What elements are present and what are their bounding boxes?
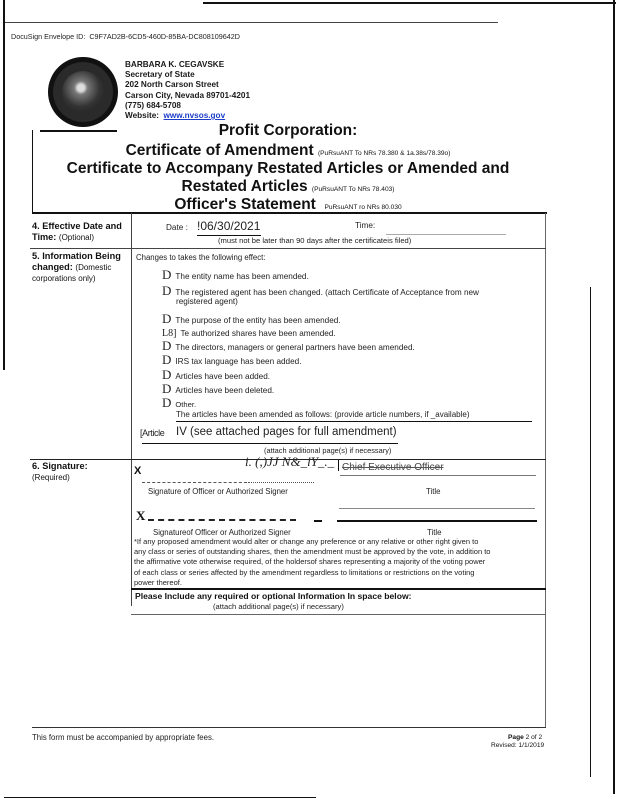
amendment-text-field[interactable]: IV (see attached pages for full amendment) <box>176 426 397 438</box>
checkbox-icon[interactable]: D <box>162 338 172 353</box>
right-inner-line <box>590 287 591 777</box>
right-border-line <box>613 0 615 794</box>
envelope-id <box>11 32 240 41</box>
signature-x-mark: X <box>134 465 142 477</box>
time-label: Time: <box>355 221 376 230</box>
table-bottom-border <box>32 727 546 728</box>
street-address: 202 North Carson Street <box>125 80 219 90</box>
second-border-line <box>4 22 498 23</box>
date-label: Date : <box>166 223 188 232</box>
checkbox-other[interactable]: D Other. <box>162 395 197 410</box>
nevada-seal-icon <box>48 57 118 127</box>
signature-x-mark-2: X <box>136 508 146 523</box>
row-divider-4-5 <box>30 248 546 249</box>
envelope-label: DocuSign Envelope ID: <box>11 32 86 41</box>
effective-time-field[interactable] <box>386 221 506 233</box>
bottom-border-line <box>4 797 316 798</box>
secretary-office: Secretary of State <box>125 70 195 80</box>
additional-info-textarea[interactable] <box>133 616 543 726</box>
title-field-marker <box>338 460 339 471</box>
revised-date: Revised: 1/1/2019 <box>491 742 545 749</box>
date-note: (must not be later than 90 days after the certificateis filed) <box>218 236 412 245</box>
table-column-divider <box>131 213 132 606</box>
amended-as-follows-label: The articles have been amended as follows: (provide article numbers, if _available) <box>176 410 470 419</box>
envelope-id-value: C9F7AD2B-6CD5-460D-85BA-DC808109642D <box>89 32 240 41</box>
checkbox-icon[interactable]: D <box>162 367 172 382</box>
checkbox-articles-added[interactable]: D Articles have been added. <box>162 367 271 382</box>
effective-date-field[interactable]: !06/30/2021 <box>197 219 261 233</box>
amended-label-underline <box>176 421 532 422</box>
officer-title-field[interactable]: Chief Executive Officer <box>342 462 444 473</box>
signature-caption-2: Signatureof Officer or Authorized Signer <box>153 528 291 537</box>
section5-label: 5. Information Being changed: (Domestic corporations only) <box>32 251 121 283</box>
second-signature-field[interactable] <box>148 519 296 521</box>
website-label: Website: <box>125 111 159 121</box>
checkbox-authorized-shares[interactable]: L8] Te authorized shares have been amended. <box>162 328 336 339</box>
checkbox-icon[interactable]: D <box>162 395 172 410</box>
checkbox-articles-deleted[interactable]: D Articles have been deleted. <box>162 381 275 396</box>
article-prefix: [Article <box>140 428 165 438</box>
title-caption-2: Title <box>427 528 442 537</box>
row-divider-7-content <box>131 614 546 615</box>
signature-dotted-line <box>248 482 314 483</box>
title-underline-1 <box>340 475 536 476</box>
additional-info-note: (attach additional page(s) if necessary) <box>213 602 344 611</box>
voting-footnote: *If any proposed amendment would alter or change any preference or any relative or other right given to any class or series of outstanding shares, then the amendment must be approved by the vote, in addition to the affirmative vote otherwise required, of the holdersof shares representing a majority of the voting power of each class or series affected by the amendment regardless to limitations or restrictions on the voting power thereof. <box>134 537 491 587</box>
second-title-field[interactable] <box>338 508 536 520</box>
checkbox-irs-language[interactable]: DIRS tax language has been added. <box>162 352 302 367</box>
secretary-name: BARBARA K. CEGAVSKE <box>125 60 225 69</box>
checkbox-icon[interactable]: D <box>162 267 172 282</box>
checkbox-icon[interactable]: D <box>162 352 172 367</box>
second-signature-tick <box>314 520 322 522</box>
statute-note: (PuRsuANT To NRs 78.380 & 1a.38s/78.39o) <box>317 150 451 157</box>
checkbox-icon[interactable]: D <box>162 311 172 326</box>
checkbox-directors[interactable]: D The directors, managers or general partners have been amended. <box>162 338 415 353</box>
phone-number: (775) 684-5708 <box>125 100 181 110</box>
title-restated-articles: Restated Articles (PuRsuANT To NRs 78.403) <box>181 178 395 195</box>
amendment-underline <box>142 443 398 444</box>
time-underline <box>386 234 506 235</box>
checked-checkbox-icon[interactable]: L8] <box>162 328 177 339</box>
secretary-address-block <box>125 60 250 121</box>
checkbox-entity-name[interactable]: D The entity name has been amended. <box>162 267 309 282</box>
signature-dashed-line <box>142 482 247 483</box>
section4-label: 4. Effective Date and Time: (Optional) <box>32 221 122 242</box>
table-right-border <box>545 213 546 728</box>
changes-intro: Changes to takes the following effect: <box>136 253 266 262</box>
statute-note: PuRsuANT ro NRs 80.030 <box>324 204 402 211</box>
additional-info-heading: Please Include any required or optional Information In space below: <box>135 591 412 601</box>
title-officers-statement: Officer's Statement PuRsuANT ro NRs 80.030 <box>174 196 402 213</box>
checkbox-icon[interactable]: D <box>162 381 172 396</box>
row-divider-6-7 <box>131 588 546 590</box>
section6-label: 6. Signature: (Required) <box>32 461 88 482</box>
title-profit-corporation: Profit Corporation: <box>218 122 358 139</box>
checkbox-icon[interactable]: D <box>162 283 172 298</box>
city-address: Carson City, Nevada 89701-4201 <box>125 90 251 100</box>
title-caption-1: Title <box>426 487 441 496</box>
officer-signature-field[interactable]: i. (,)JJ N&_lY_._ <box>245 454 335 469</box>
checkbox-registered-agent[interactable]: D The registered agent has been changed. (attach Certificate of Acceptance from new <box>162 283 479 298</box>
title-underline-2 <box>337 520 537 522</box>
checkbox-purpose[interactable]: D The purpose of the entity has been amended. <box>162 311 341 326</box>
attach-pages-note: (attach additional page(s) if necessary) <box>264 446 392 455</box>
signature-caption-1: Signature of Officer or Authorized Signer <box>148 487 288 496</box>
fees-notice: This form must be accompanied by appropriate fees. <box>32 733 215 742</box>
title-certificate-amendment: Certificate of Amendment (PuRsuANT To NRs 78.380 & 1a.38s/78.39o) <box>125 142 451 159</box>
top-border-line <box>203 2 616 4</box>
title-certificate-restated: Certificate to Accompany Restated Articles or Amended and <box>66 160 510 177</box>
page-number: Page 2 of 2 <box>508 734 543 741</box>
website-link[interactable]: www.nvsos.gov <box>163 111 226 121</box>
registered-agent-continued: registered agent) <box>176 297 238 306</box>
statute-note: (PuRsuANT To NRs 78.403) <box>311 186 395 193</box>
left-border-line <box>3 0 5 370</box>
